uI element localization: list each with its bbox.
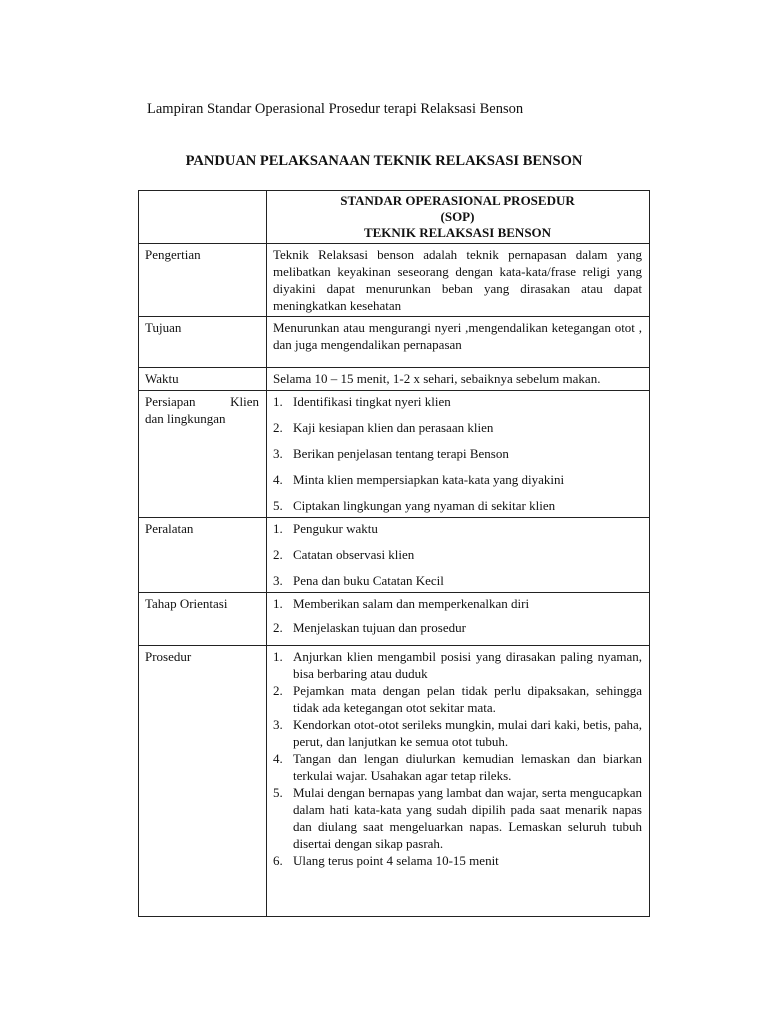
list-item: 3. Kendorkan otot-otot serileks mungkin, mulai dari kaki, betis, paha, perut, dan lanjutkan ke semua otot tubuh. (273, 717, 642, 749)
list-item: 2. Kaji kesiapan klien dan perasaan klien (273, 420, 494, 435)
list-item: 1. Memberikan salam dan memperkenalkan diri (273, 596, 530, 611)
list-item: 6. Ulang terus point 4 selama 10-15 menit (273, 853, 499, 868)
header-line-2: (SOP) (440, 209, 475, 224)
row-peralatan (139, 518, 650, 593)
list-item: 3. Pena dan buku Catatan Kecil (273, 573, 444, 588)
label-peralatan: Peralatan (139, 518, 267, 593)
list-item: 1. Pengukur waktu (273, 521, 378, 536)
label-persiapan (139, 391, 267, 518)
list-item: 2. Menjelaskan tujuan dan prosedur (273, 620, 466, 635)
sop-table (138, 190, 650, 917)
header-line-1: STANDAR OPERASIONAL PROSEDUR (340, 193, 575, 208)
list-item: 2. Catatan observasi klien (273, 547, 415, 562)
list-orientasi (267, 593, 650, 646)
list-item: 2. Pejamkan mata dengan pelan tidak perlu dipaksakan, sehingga tidak ada ketegangan otot sekitar mata. (273, 683, 642, 715)
row-persiapan (139, 391, 650, 518)
table-header-row (139, 191, 650, 244)
label-pengertian: Pengertian (139, 244, 267, 317)
list-prosedur (267, 646, 650, 917)
label-persiapan-line-1: Persiapan Klien (145, 394, 259, 409)
list-item: 5. Mulai dengan bernapas yang lambat dan wajar, serta mengucapkan dalam hati kata-kata yang sudah dipilih pada saat menarik napas dan diulang saat mengeluarkan napas. Lemaskan seluruh tubuh disertai dengan sikap pasrah. (273, 785, 642, 851)
header-line-3: TEKNIK RELAKSASI BENSON (363, 225, 552, 240)
row-tujuan (139, 317, 650, 368)
row-orientasi (139, 593, 650, 646)
list-item: 4. Minta klien mempersiapkan kata-kata yang diyakini (273, 472, 565, 487)
row-prosedur (139, 646, 650, 917)
text-tujuan: Menurunkan atau mengurangi nyeri ,mengendalikan ketegangan otot , dan juga mengendalikan pernapasan (267, 317, 650, 368)
label-prosedur: Prosedur (139, 646, 267, 917)
list-item: 1. Anjurkan klien mengambil posisi yang dirasakan paling nyaman, bisa berbaring atau duduk (273, 649, 642, 681)
row-pengertian (139, 244, 650, 317)
document-title: PANDUAN PELAKSANAAN TEKNIK RELAKSASI BENSON (185, 153, 583, 169)
attachment-caption: Lampiran Standar Operasional Prosedur terapi Relaksasi Benson (147, 101, 524, 117)
text-waktu: Selama 10 – 15 menit, 1-2 x sehari, sebaiknya sebelum makan. (267, 368, 650, 391)
list-item: 5. Ciptakan lingkungan yang nyaman di sekitar klien (273, 498, 556, 513)
header-cell (267, 191, 650, 244)
list-item: 4. Tangan dan lengan diulurkan kemudian lemaskan dan biarkan terkulai wajar. Usahakan agar tetap rileks. (273, 751, 642, 783)
row-waktu (139, 368, 650, 391)
header-empty-cell (139, 191, 267, 244)
list-persiapan (267, 391, 650, 518)
label-tujuan: Tujuan (139, 317, 267, 368)
list-item: 3. Berikan penjelasan tentang terapi Benson (273, 446, 509, 461)
text-pengertian: Teknik Relaksasi benson adalah teknik pernapasan dalam yang melibatkan keyakinan seseorang dengan kata-kata/frase religi yang diyakini dapat menurunkan beban yang dirasakan atau dapat meningkatkan kesehatan (267, 244, 650, 317)
list-peralatan (267, 518, 650, 593)
label-waktu: Waktu (139, 368, 267, 391)
label-persiapan-line-2: dan lingkungan (145, 411, 226, 426)
list-item: 1. Identifikasi tingkat nyeri klien (273, 394, 451, 409)
label-orientasi: Tahap Orientasi (139, 593, 267, 646)
